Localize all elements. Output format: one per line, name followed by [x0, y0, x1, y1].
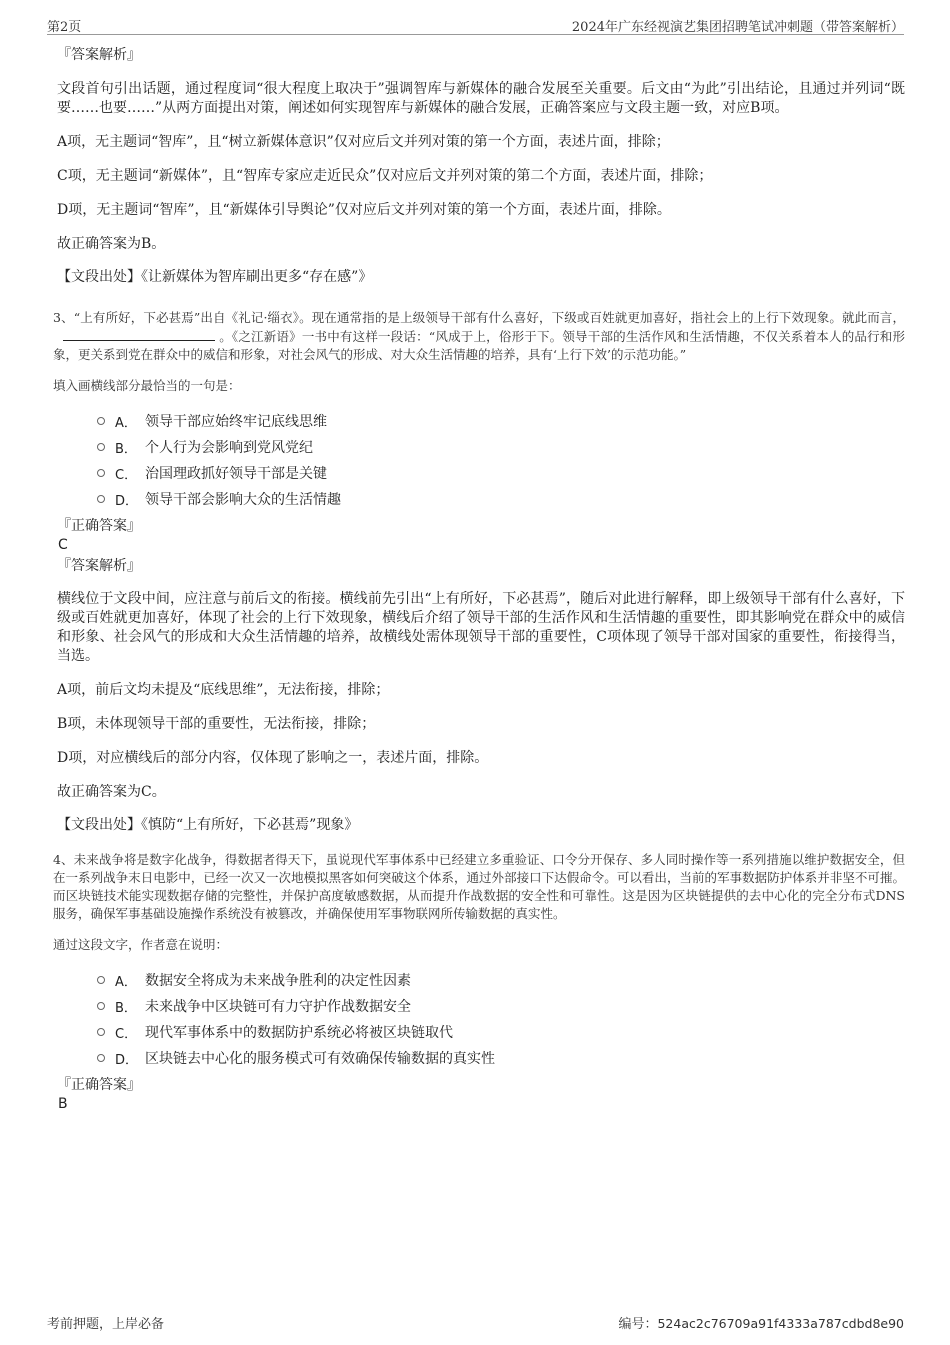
q2-analysis-label: 『答案解析』 [57, 47, 141, 63]
q3-stem-part1: 3、“上有所好，下必甚焉”出自《礼记·缁衣》。现在通常指的是上级领导干部有什么喜好，下级或百姓就更加喜好，指社会上的上行下效现象。就此而言， [53, 310, 905, 325]
page-footer [47, 1310, 904, 1330]
option-text: 个人行为会影响到党风党纪 [145, 440, 313, 456]
page-header [47, 14, 904, 35]
radio-icon[interactable] [97, 443, 105, 451]
option-text: 领导干部应始终牢记底线思维 [145, 414, 327, 430]
q4-answer: B [58, 1096, 68, 1112]
page-number: 第2页 [47, 20, 82, 35]
q3-fill-blank [63, 327, 215, 341]
option-text: 领导干部会影响大众的生活情趣 [145, 492, 341, 508]
q3-conclusion: 故正确答案为C。 [57, 784, 166, 800]
option-letter: B． [115, 441, 137, 457]
q4-option-d[interactable] [97, 1045, 905, 1071]
q3-analysis-b: B项，未体现领导干部的重要性，无法衔接，排除； [57, 716, 376, 732]
q3-analysis-label: 『答案解析』 [57, 558, 141, 574]
option-text: 现代军事体系中的数据防护系统必将被区块链取代 [145, 1025, 453, 1041]
footer-code-value: 524ac2c76709a91f4333a787cdbd8e90 [657, 1316, 904, 1331]
q2-analysis-c: C项，无主题词“新媒体”，且“智库专家应走近民众”仅对应后文并列对策的第二个方面，表述片面，排除； [57, 168, 713, 184]
option-letter: C． [115, 1026, 138, 1042]
q2-conclusion: 故正确答案为B。 [57, 236, 166, 252]
footer-code-label: 编号： [618, 1317, 658, 1332]
q4-options [97, 967, 905, 1071]
footer-slogan: 考前押题，上岸必备 [47, 1317, 165, 1332]
option-letter: C． [115, 467, 138, 483]
q4-option-b[interactable] [97, 993, 905, 1019]
q4-prompt: 通过这段文字，作者意在说明： [53, 937, 229, 952]
q3-prompt: 填入画横线部分最恰当的一句是： [53, 378, 241, 393]
q2-source: 【文段出处】《让新媒体为智库刷出更多“存在感”》 [57, 269, 373, 285]
q3-analysis-main: 横线位于文段中间，应注意与前后文的衔接。横线前先引出“上有所好，下必甚焉”，随后对此进行解释，即上级领导干部有什么喜好，下级或百姓就更加喜好，体现了社会的上行下效现象，横线后介绍了领导干部的生活作风和生活情趣的重要性，即其影响党在群众中的威信和形象、社会风气的形成和大众生活情趣的培养，故横线处需体现领导干部的重要性，C项体现了领导干部对国家的重要性，衔接得当，当选。 [57, 591, 905, 664]
q4-option-c[interactable] [97, 1019, 905, 1045]
q3-analysis-d: D项，对应横线后的部分内容，仅体现了影响之一，表述片面，排除。 [57, 750, 489, 766]
q3-source: 【文段出处】《慎防“上有所好，下必甚焉”现象》 [57, 817, 359, 833]
document-title: 2024年广东经视演艺集团招聘笔试冲刺题（带答案解析） [571, 20, 904, 35]
radio-icon[interactable] [97, 417, 105, 425]
option-letter: A． [115, 415, 137, 431]
radio-icon[interactable] [97, 1002, 105, 1010]
option-text: 治国理政抓好领导干部是关键 [145, 466, 327, 482]
option-letter: B． [115, 1000, 137, 1016]
q4-stem: 4、未来战争将是数字化战争，得数据者得天下，虽说现代军事体系中已经建立多重验证、口令分开保存、多人同时操作等一系列措施以维护数据安全，但在一系列战争末日电影中，已经一次又一次地模拟黑客如何突破这个体系，通过外部接口下达假命令。可以看出，当前的军事数据防护体系并非坚不可摧。而区块链技术能实现数据存储的完整性，并保护高度敏感数据，从而提升作战数据的安全性和可靠性。这是因为区块链提供的去中心化的完全分布式DNS服务，确保军事基础设施操作系统没有被篡改，并确保使用军事物联网所传输数据的真实性。 [53, 852, 905, 921]
radio-icon[interactable] [97, 469, 105, 477]
option-text: 区块链去中心化的服务模式可有效确保传输数据的真实性 [145, 1051, 495, 1067]
radio-icon[interactable] [97, 976, 105, 984]
radio-icon[interactable] [97, 1028, 105, 1036]
q2-analysis-d: D项，无主题词“智库”，且“新媒体引导舆论”仅对应后文并列对策的第一个方面，表述片面，排除。 [57, 202, 671, 218]
page-content [53, 46, 905, 1113]
radio-icon[interactable] [97, 1054, 105, 1062]
q3-option-b[interactable] [97, 434, 905, 460]
q3-answer: C [58, 537, 68, 553]
q3-option-a[interactable] [97, 408, 905, 434]
option-text: 未来战争中区块链可有力守护作战数据安全 [145, 999, 411, 1015]
q2-analysis-a: A项，无主题词“智库”，且“树立新媒体意识”仅对应后文并列对策的第一个方面，表述片面，排除； [57, 134, 670, 150]
q3-analysis-a: A项，前后文均未提及“底线思维”，无法衔接，排除； [57, 682, 390, 698]
option-text: 数据安全将成为未来战争胜利的决定性因素 [145, 973, 411, 989]
q3-options [97, 408, 905, 512]
option-letter: D． [115, 493, 139, 509]
option-letter: D． [115, 1052, 139, 1068]
q4-option-a[interactable] [97, 967, 905, 993]
q3-stem [53, 309, 905, 364]
q3-answer-label: 『正确答案』 [57, 518, 141, 534]
q3-stem-part2: 。《之江新语》一书中有这样一段话：“风成于上，俗形于下。领导干部的生活作风和生活情趣，不仅关系着本人的品行和形象，更关系到党在群众中的威信和形象，对社会风气的形成、对大众生活情趣的培养，具有‘上行下效’的示范功能。” [53, 329, 905, 362]
q2-analysis-main: 文段首句引出话题，通过程度词“很大程度上取决于”强调智库与新媒体的融合发展至关重要。后文由“为此”引出结论，且通过并列词“既要……也要……”从两方面提出对策，阐述如何实现智库与新媒体的融合发展，正确答案应与文段主题一致，对应B项。 [57, 81, 905, 116]
q3-option-d[interactable] [97, 486, 905, 512]
q4-answer-label: 『正确答案』 [57, 1077, 141, 1093]
option-letter: A． [115, 974, 137, 990]
radio-icon[interactable] [97, 495, 105, 503]
q3-option-c[interactable] [97, 460, 905, 486]
footer-code [618, 1313, 904, 1332]
